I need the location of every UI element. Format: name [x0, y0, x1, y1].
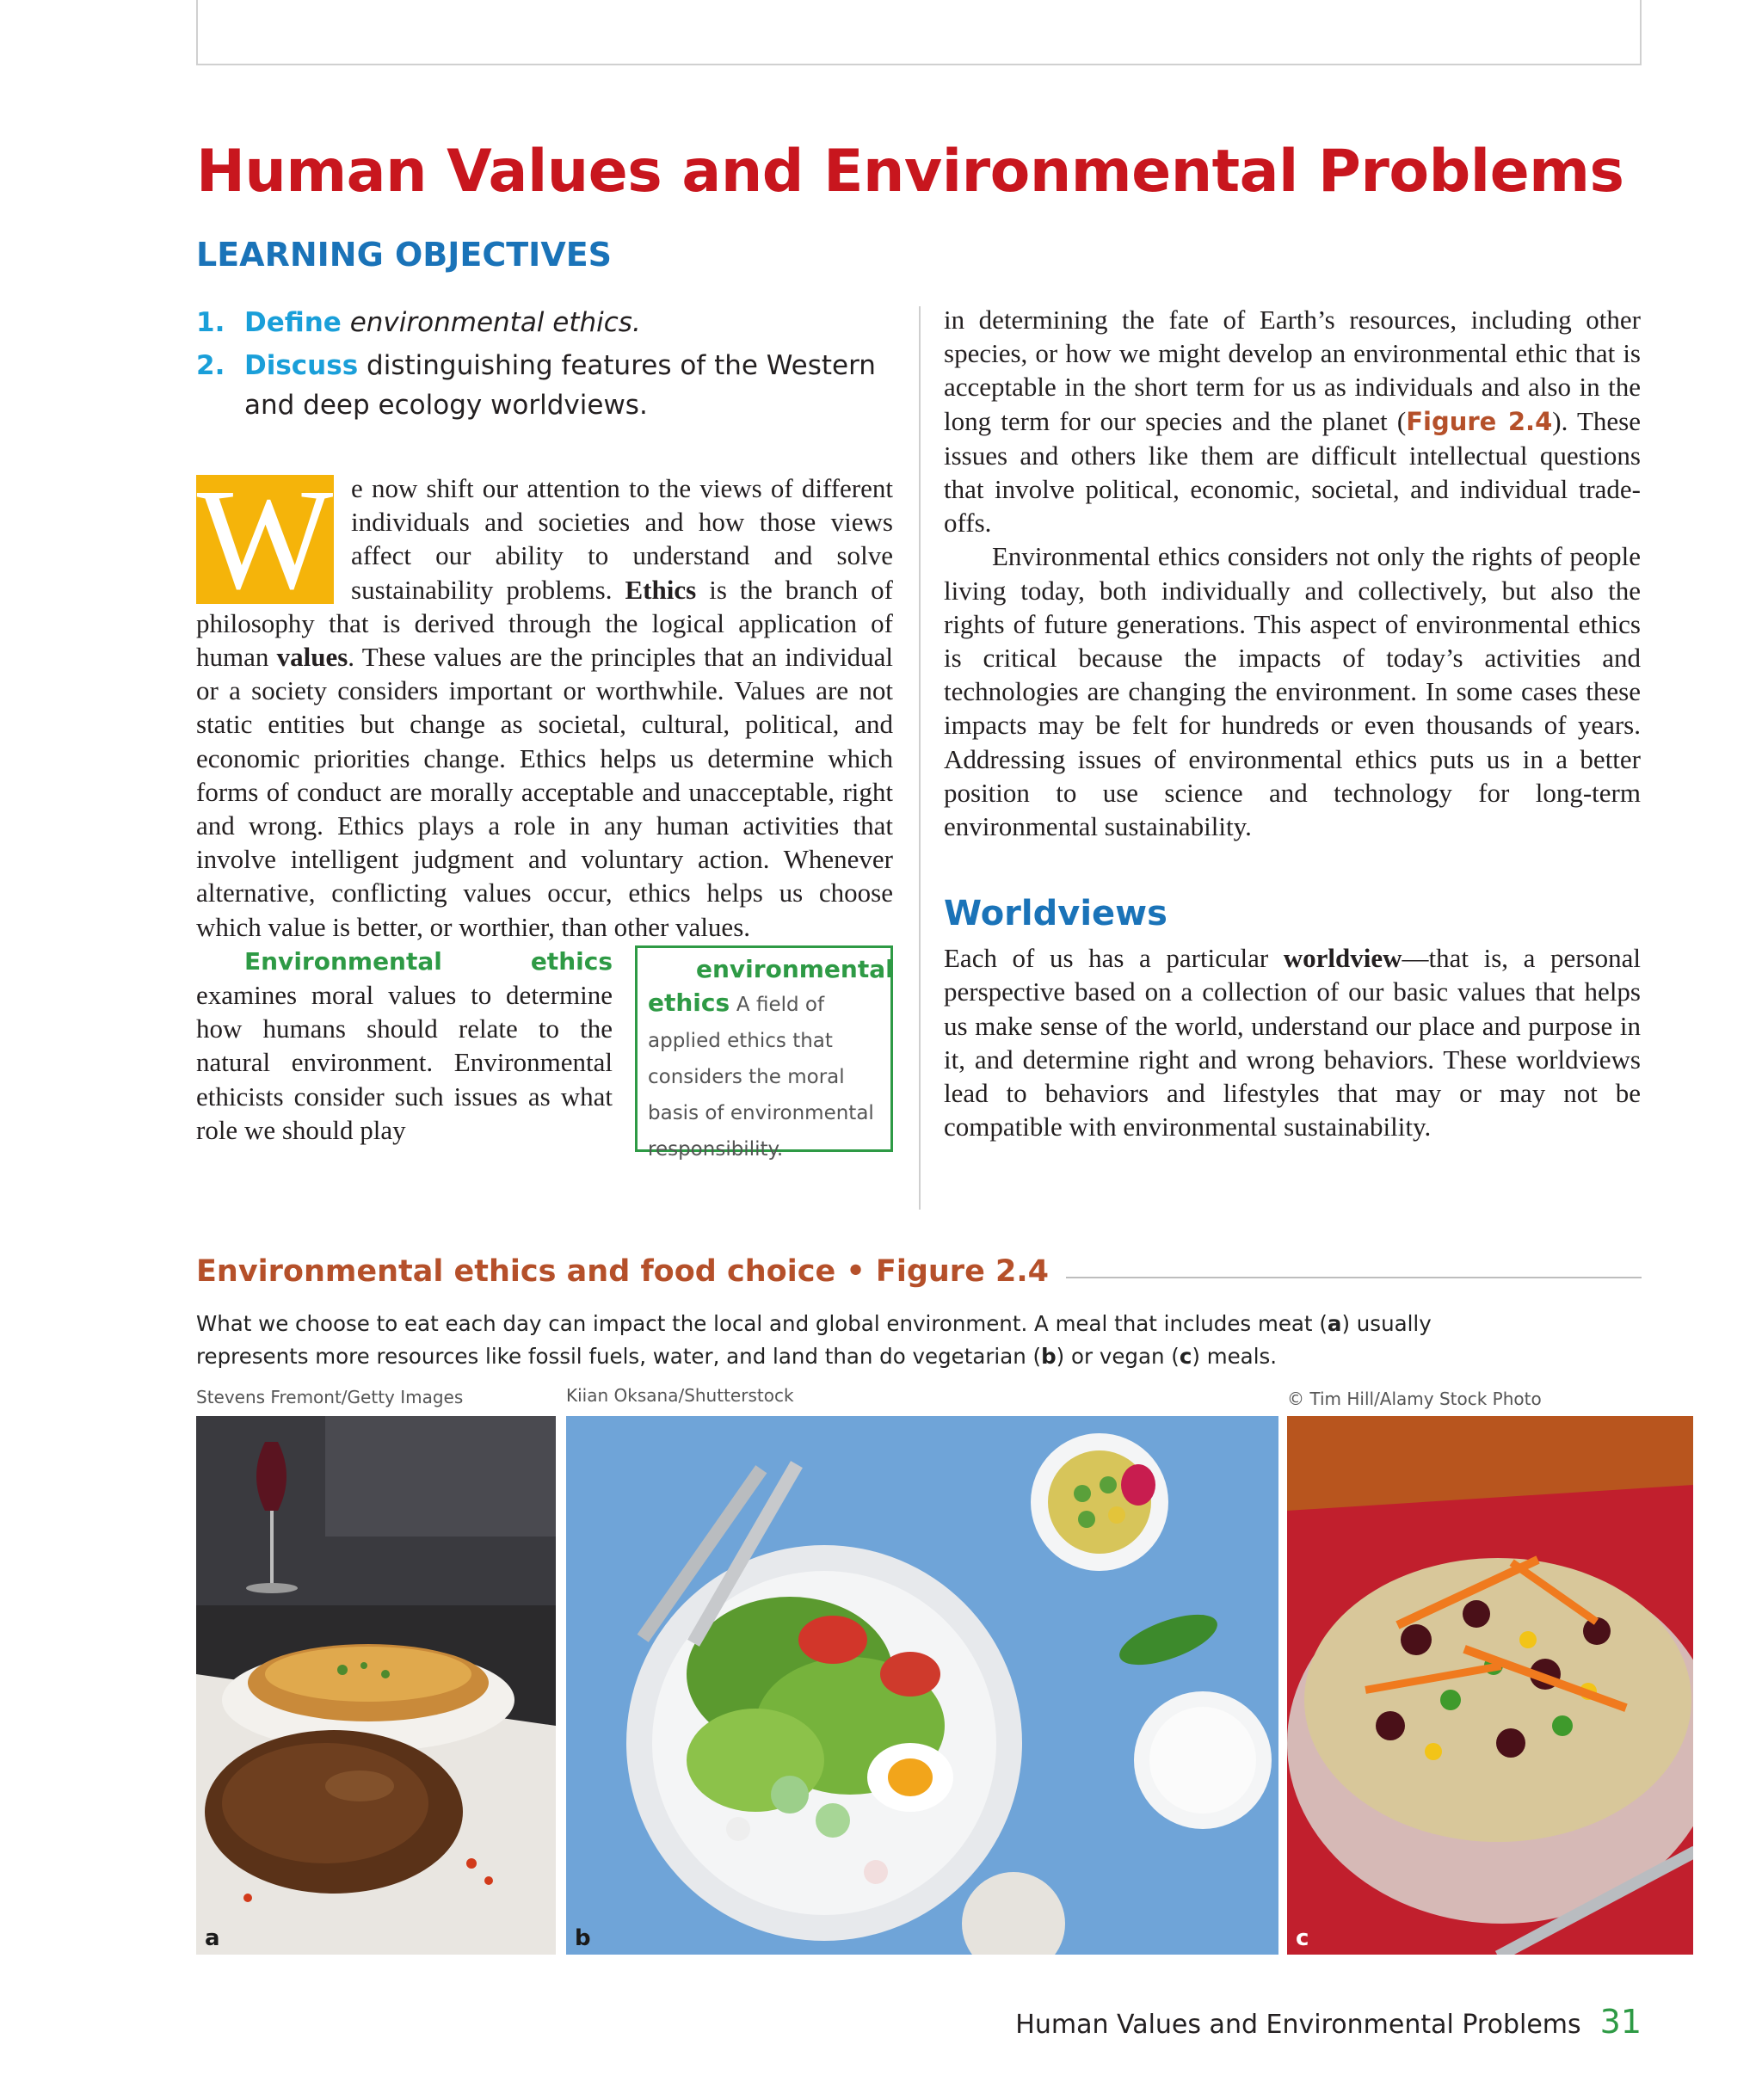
figure-reference-link[interactable]: Figure 2.4 — [1406, 406, 1553, 436]
photo-label-b: b — [575, 1925, 591, 1951]
learning-objective-1 — [196, 303, 902, 342]
page-number: 31 — [1599, 2003, 1642, 2041]
photo-credit-a: Stevens Fremont/Getty Images — [196, 1387, 464, 1407]
objective-text: environmental ethics. — [349, 307, 641, 338]
photo-meat-meal — [196, 1416, 556, 1955]
photo-label-c: c — [1296, 1925, 1309, 1951]
environmental-ethics-term: Environmental ethics — [244, 946, 613, 976]
glossary-box — [635, 945, 894, 1161]
top-frame-box — [196, 0, 1642, 65]
figure-header — [196, 1247, 1642, 1299]
objective-text: distinguishing features of the Western and deep ecology worldviews. — [244, 350, 876, 421]
salad-illustration — [566, 1416, 1278, 1955]
worldviews-heading: Worldviews — [944, 894, 1167, 934]
intro-paragraph: W e now shift our attention to the views of different individuals and societies and how those views affect our ability to understand and solve sustainability problems. Ethics is the branch of philosophy that is derived through the logical application of human values. These values are the principles that an individual or a society considers important or worthwhile. Values are not static entities but change as societal, cultural, political, and economic priorities change. Ethics helps us determine which forms of conduct are morally acceptable and unacceptable, right and wrong. Ethics plays a role in any human activities that involve intelligent judgment and voluntary action. Whenever alternative, conflicting values occur, ethics helps us choose which value is better, or worthier, than other values. — [196, 459, 893, 942]
objective-number: 1. — [196, 307, 225, 338]
page-footer — [1015, 2003, 1642, 2041]
meat-meal-illustration — [196, 1416, 556, 1955]
learning-objective-2 — [196, 346, 902, 425]
learning-objectives-list — [196, 303, 902, 428]
photo-credit-c: © Tim Hill/Alamy Stock Photo — [1287, 1389, 1542, 1409]
figure-caption: What we choose to eat each day can impact the local and global environment. A meal that includes meat (a) usually represents more resources like fossil fuels, water, and land than do vegetarian (b) or vegan (c) meals. — [196, 1311, 1432, 1369]
photo-credit-b: Kiian Oksana/Shutterstock — [566, 1385, 794, 1406]
photo-label-a: a — [205, 1925, 220, 1951]
continued-paragraph: in determining the fate of Earth’s resources, including other species, or how we might develop an environmental ethic that is acceptable in the short term for us as individuals and also in the long term for our species and the planet (Figure 2.4). These issues and others like them are difficult intellectual questions that involve political, economic, societal, and individual trade-offs. — [944, 305, 1641, 539]
vegan-bowl-illustration — [1287, 1416, 1693, 1955]
drop-cap: W — [196, 459, 334, 619]
worldview-keyword: worldview — [1283, 943, 1402, 974]
learning-objectives-heading: LEARNING OBJECTIVES — [196, 236, 613, 274]
right-column — [944, 303, 1641, 1143]
column-divider — [919, 306, 921, 1210]
objective-verb: Define — [244, 307, 342, 338]
objective-verb: Discuss — [244, 350, 359, 381]
left-column — [196, 459, 894, 1161]
glossary-definition: A field of applied ethics that considers the moral basis of environmental responsibility. — [648, 994, 874, 1161]
photo-vegan-meal — [1287, 1416, 1693, 1955]
photo-vegetarian-meal — [566, 1416, 1278, 1955]
worldviews-paragraph: Each of us has a particular worldview—that is, a personal perspective based on a collection of our basic values that helps us make sense of the world, understand our place and purpose in it, and determine right and wrong behaviors. These worldviews lead to behaviors and lifestyles that may or may not be compatible with environmental sustainability. — [944, 943, 1641, 1142]
values-keyword: values — [276, 642, 348, 673]
page-title: Human Values and Environmental Problems — [196, 138, 1624, 206]
ethics-keyword: Ethics — [625, 574, 697, 605]
running-footer-title: Human Values and Environmental Problems — [1015, 2010, 1581, 2040]
environmental-ethics-paragraph: environmental ethics A field of applied ethics that considers the moral basis of environmental responsibility. Environmental ethics examines moral values to determine how humans should relate to the natural environment. Environmental ethicists consider such issues as what role we should play — [196, 946, 894, 1161]
glossary-term: environmental ethics — [648, 954, 894, 1018]
objective-number: 2. — [196, 350, 225, 381]
figure-title: Environmental ethics and food choice • Figure 2.4 — [196, 1247, 1066, 1296]
future-generations-paragraph: Environmental ethics considers not only the rights of people living today, both individually and collectively, but also the rights of future generations. This aspect of environmental ethics is critical because the impacts of today’s activities and technologies are changing the environment. In some cases these impacts may be felt for hundreds or even thousands of years. Addressing issues of environmental ethics puts us in a better position to use science and technology for long-term environmental sustainability. — [944, 541, 1641, 842]
